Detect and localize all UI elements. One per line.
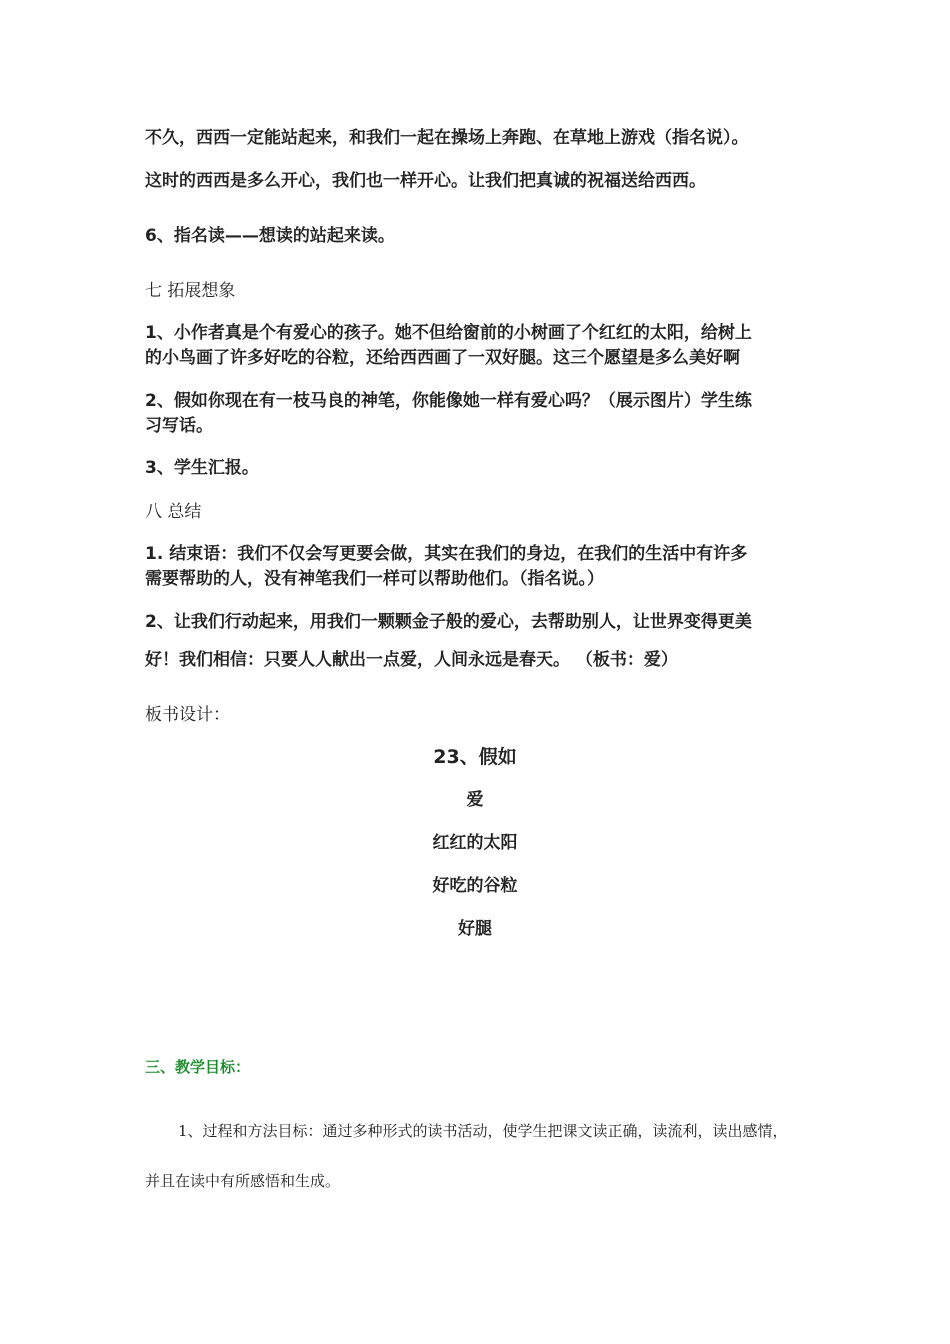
summary-item-1-line-1: 1. 结束语：我们不仅会写更要会做，其实在我们的身边，在我们的生活中有许多 — [145, 544, 748, 564]
board-title: 23、假如 — [433, 746, 517, 768]
paragraph-line: 不久，西西一定能站起来，和我们一起在操场上奔跑、在草地上游戏（指名说）。 — [145, 128, 749, 148]
summary-item-1-line-2: 需要帮助的人，没有神笔我们一样可以帮助他们。（指名说。） — [145, 569, 604, 589]
step-6-line: 6、指名读——想读的站起来读。 — [145, 226, 395, 246]
section-heading-summary: 八 总结 — [145, 502, 202, 522]
paragraph-line: 这时的西西是多么开心，我们也一样开心。让我们把真诚的祝福送给西西。 — [145, 171, 706, 191]
board-item: 好吃的谷粒 — [432, 876, 518, 896]
section-heading-extend: 七 拓展想象 — [145, 281, 236, 301]
board-item: 好腿 — [458, 919, 492, 939]
goal-1-line-2: 并且在读中有所感悟和生成。 — [145, 1172, 341, 1190]
board-design-label: 板书设计： — [145, 705, 230, 725]
extend-item-2-line-1: 2、假如你现在有一枝马良的神笔，你能像她一样有爱心吗？（展示图片）学生练 — [145, 391, 752, 411]
goal-1-line-1: 1、过程和方法目标：通过多种形式的读书活动，使学生把课文读正确，读流利，读出感情， — [178, 1122, 788, 1140]
extend-item-1-line-1: 1、小作者真是个有爱心的孩子。她不但给窗前的小树画了个红红的太阳，给树上 — [145, 323, 752, 343]
extend-item-2-line-2: 习写话。 — [145, 416, 213, 436]
board-item: 爱 — [466, 790, 484, 810]
summary-item-2-line-2: 好！我们相信：只要人人献出一点爱，人间永远是春天。 （板书：爱） — [145, 650, 678, 670]
summary-item-2-line-1: 2、让我们行动起来，用我们一颗颗金子般的爱心，去帮助别人，让世界变得更美 — [145, 612, 752, 632]
board-item: 红红的太阳 — [432, 833, 518, 853]
extend-item-1-line-2: 的小鸟画了许多好吃的谷粒，还给西西画了一双好腿。这三个愿望是多么美好啊 — [145, 348, 740, 368]
teaching-goals-heading: 三、教学目标： — [145, 1058, 251, 1076]
extend-item-3: 3、学生汇报。 — [145, 458, 259, 478]
